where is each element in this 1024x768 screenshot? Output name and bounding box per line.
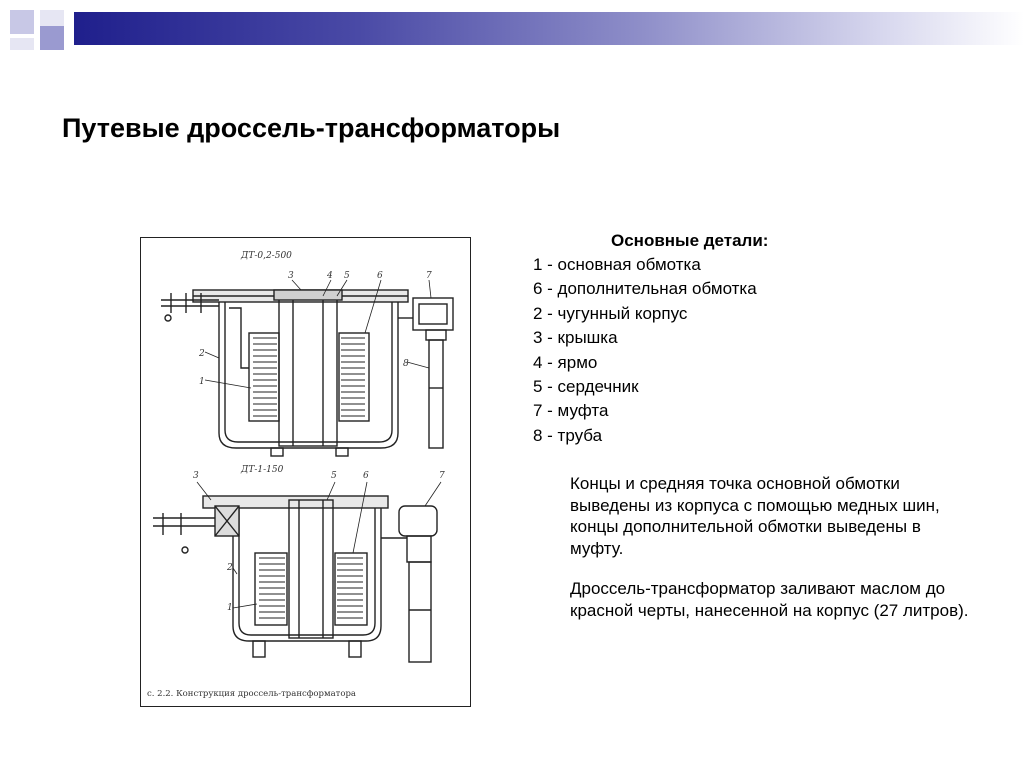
parts-list xyxy=(533,253,757,448)
callout: 2 xyxy=(199,349,205,359)
callout: 1 xyxy=(227,603,233,613)
paragraph-busbars: Концы и средняя точка основной обмотки выведены из корпуса с помощью медных шин, концы дополнительной обмотки выведены в муфту. xyxy=(570,474,940,558)
header-gradient-bar xyxy=(74,12,1024,45)
callout: 4 xyxy=(327,271,333,281)
parts-heading: Основные детали: xyxy=(611,231,769,250)
figure-caption: с. 2.2. Конструкция дроссель-трансформатора xyxy=(147,689,356,699)
parts-list-item: 1 - основная обмотка xyxy=(533,255,701,274)
callout: 7 xyxy=(426,271,432,281)
callout: 3 xyxy=(193,471,199,481)
parts-list-item: 4 - ярмо xyxy=(533,352,598,372)
parts-list-item: 3 - крышка xyxy=(533,328,618,348)
header-decoration xyxy=(0,0,1024,50)
slide-title: Путевые дроссель-трансформаторы xyxy=(62,113,561,143)
transformer-schematic xyxy=(141,238,472,708)
parts-list-item: 5 - сердечник xyxy=(533,377,639,397)
top-unit-drawing xyxy=(161,290,453,456)
paragraph-oil-filling: Дроссель-трансформатор заливают маслом до красной черты, нанесенной на корпус (27 литров). xyxy=(570,579,969,620)
callout: 3 xyxy=(288,271,294,281)
callout: 5 xyxy=(344,271,350,281)
transformer-drawing xyxy=(140,237,471,707)
parts-list-item: 8 - труба xyxy=(533,425,603,445)
label-bottom-unit: ДТ-1-150 xyxy=(241,465,284,475)
callout: 2 xyxy=(227,563,233,573)
decor-square xyxy=(40,26,64,50)
decor-square xyxy=(10,38,34,50)
callout: 7 xyxy=(439,471,445,481)
parts-list-item: 2 - чугунный корпус xyxy=(533,303,688,323)
parts-list-item: 7 - муфта xyxy=(533,401,609,421)
callout: 5 xyxy=(331,471,337,481)
bottom-unit-drawing xyxy=(153,496,437,662)
callout: 6 xyxy=(363,471,369,481)
callout: 8 xyxy=(403,359,409,369)
label-top-unit: ДТ-0,2-500 xyxy=(241,251,292,261)
callout: 1 xyxy=(199,377,205,387)
parts-list-item: 6 - дополнительная обмотка xyxy=(533,279,757,299)
decor-square xyxy=(10,10,34,34)
callout: 6 xyxy=(377,271,383,281)
